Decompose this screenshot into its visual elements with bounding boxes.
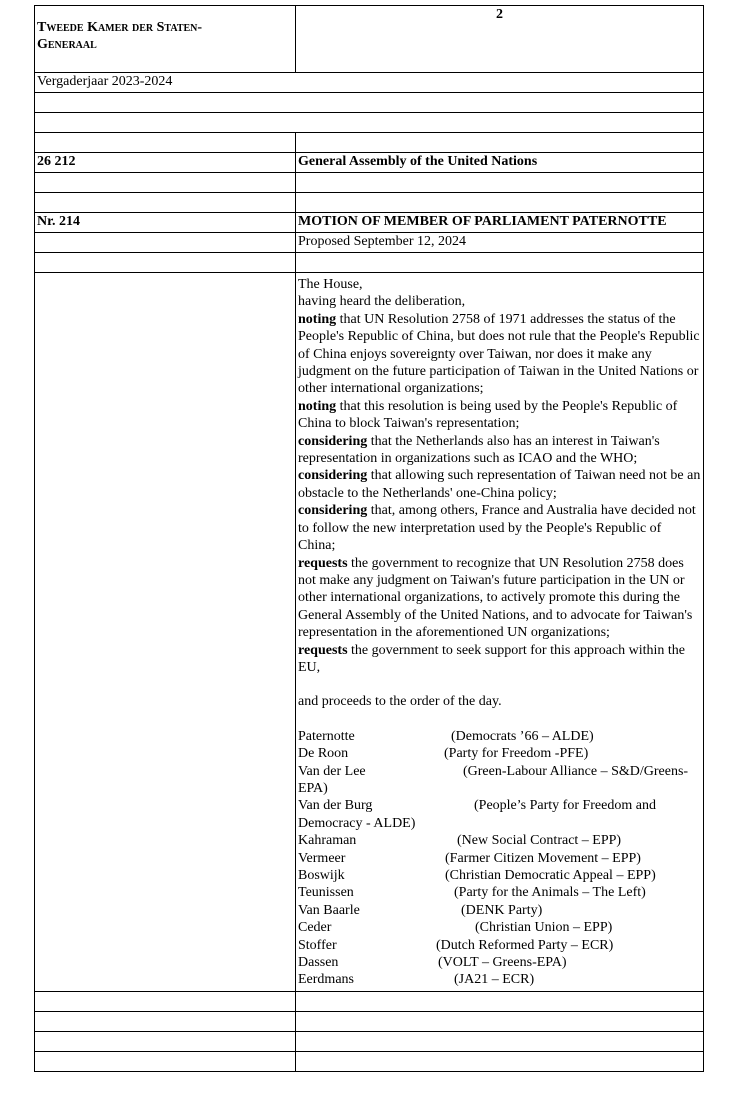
empty-cell [296,1011,704,1031]
clause-text: that this resolution is being used by the People's Republic of China to block Taiwan's representation; [298,398,678,432]
signatory-name: Teunissen [298,885,354,901]
clause [298,398,701,433]
clause-keyword: considering [298,433,368,449]
signatory [298,797,701,832]
clause-text: the government to recognize that UN Resolution 2758 does not make any judgment on Taiwan's future participation in the UN or other international organizations, to actively promote this during the General Assembly of the United Nations, and to advocate for Taiwan's representation in the aforementioned UN organizations; [298,555,693,641]
signatory-party: (New Social Contract – EPP) [457,833,622,849]
signatory-party: (Farmer Citizen Movement – EPP) [445,850,641,866]
empty-cell [296,133,704,153]
signatory [298,954,701,971]
motion-number: Nr. 214 [35,213,296,233]
empty-cell [296,1051,704,1071]
signatory-name: Dassen [298,955,339,971]
clause [298,311,701,398]
clause-keyword: noting [298,311,337,327]
clause-keyword: noting [298,398,337,414]
clause-keyword: considering [298,503,368,519]
signatory-party: (Dutch Reformed Party – ECR) [436,937,614,953]
signatory [298,728,701,745]
clause-keyword: considering [298,468,368,484]
clause-text: that the Netherlands also has an interest in Taiwan's representation in organizations such as ICAO and the WHO; [298,433,660,467]
empty-cell [35,253,296,273]
empty-cell [296,253,704,273]
document-number: 2 [296,6,704,73]
intro-line: The House, [298,277,363,292]
empty-cell [35,991,296,1011]
empty-cell [35,1031,296,1051]
signatory [298,884,701,901]
signatory-name: Ceder [298,920,332,936]
signatory-party: (DENK Party) [461,902,543,918]
signatory [298,763,701,798]
empty-cell [35,273,296,992]
signatory [298,902,701,919]
signatory-name: Vermeer [298,850,346,866]
signatory-party: (Green-Labour Alliance – S&D/Greens-EPA) [298,763,689,796]
signatory [298,745,701,762]
empty-cell [35,233,296,253]
dossier-title: General Assembly of the United Nations [296,153,704,173]
signatory-name: Van Baarle [298,902,360,918]
chamber-name [35,6,296,73]
signatory-name: De Roon [298,746,349,762]
signatory [298,850,701,867]
signatory [298,867,701,884]
signatory-name: Van der Burg [298,798,373,814]
empty-cell [296,193,704,213]
session-year: Vergaderjaar 2023-2024 [35,73,704,93]
clause [298,642,701,677]
signatory-name: Stoffer [298,937,337,953]
clause [298,502,701,554]
clause [298,467,701,502]
signatories [298,728,701,989]
signatory [298,832,701,849]
clause-keyword: requests [298,555,348,571]
signatory-party: (JA21 – ECR) [454,972,535,988]
closing-line: and proceeds to the order of the day. [298,694,502,710]
signatory-party: (Christian Union – EPP) [475,920,613,936]
signatory-name: Paternotte [298,728,355,744]
signatory-party: (Party for the Animals – The Left) [454,885,646,901]
empty-cell [296,173,704,193]
signatory-party: (Party for Freedom -PFE) [444,746,589,762]
empty-cell [35,1011,296,1031]
clause-text: that, among others, France and Australia have decided not to follow the new interpretation used by the People's Republic of China; [298,503,696,554]
signatory [298,937,701,954]
motion-proposed-date: Proposed September 12, 2024 [296,233,704,253]
signatory-name: Eerdmans [298,972,354,988]
empty-cell [296,1031,704,1051]
clause-text: the government to seek support for this approach within the EU, [298,642,686,675]
dossier-number: 26 212 [35,153,296,173]
chamber-line-2: Generaal [37,37,97,53]
signatory-party: (Democrats ’66 – ALDE) [451,728,594,744]
signatory-name: Kahraman [298,833,357,849]
empty-cell [35,173,296,193]
intro-line: having heard the deliberation, [298,294,466,310]
signatory-name: Van der Lee [298,763,366,779]
signatory-party: (Christian Democratic Appeal – EPP) [445,868,656,883]
empty-row [35,93,704,113]
clause-keyword: requests [298,642,348,658]
clause-text: that allowing such representation of Taiwan need not be an obstacle to the Netherlands' one-China policy; [298,468,701,501]
chamber-line-1: Tweede Kamer der Staten- [37,20,203,35]
empty-cell [35,193,296,213]
empty-cell [35,133,296,153]
clause [298,433,701,468]
empty-cell [296,991,704,1011]
empty-cell [35,1051,296,1071]
signatory-party: (People’s Party for Freedom and Democracy - ALDE) [298,798,656,831]
clause-text: that UN Resolution 2758 of 1971 addresses the status of the People's Republic of China, but does not rule that the People's Republic of China enjoys sovereignty over Taiwan, nor does it make any judgment on the future participation of Taiwan in the United Nations or other international organizations; [298,311,700,397]
signatory-party: (VOLT – Greens-EPA) [438,955,567,971]
clause [298,555,701,642]
signatory [298,919,701,936]
document-table [34,5,704,1072]
signatory-name: Boswijk [298,868,345,883]
motion-body [296,273,704,992]
empty-row [35,113,704,133]
motion-title: MOTION OF MEMBER OF PARLIAMENT PATERNOTTE [296,213,704,233]
signatory [298,971,701,988]
